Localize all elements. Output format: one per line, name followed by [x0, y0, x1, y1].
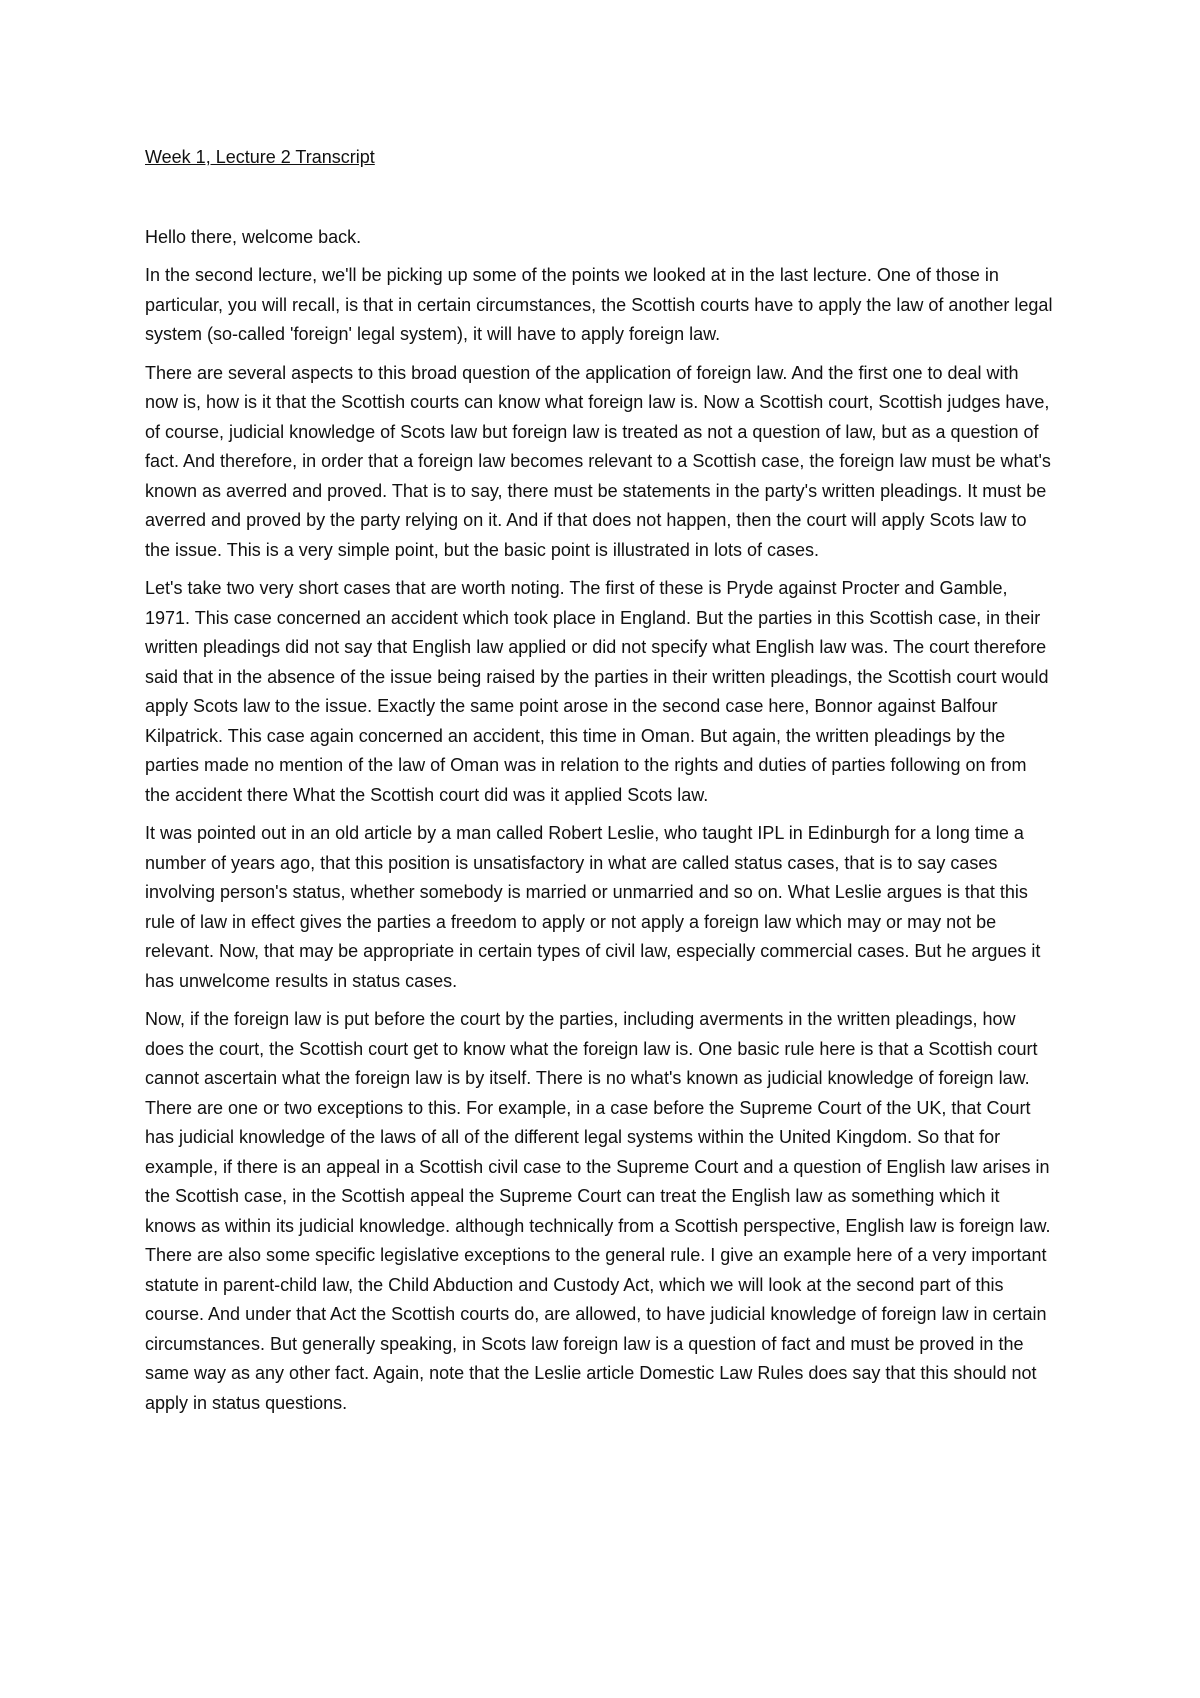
paragraph-case-examples: Let's take two very short cases that are worth noting. The first of these is Pryde against Procter and Gamble, 1971. This case concerned an accident which took place in England. But the parties in this Scottish case, in their written pleadings did not say that English law applied or did not specify what English law was. The court therefore said that in the absence of the issue being raised by the parties in their written pleadings, the Scottish court would apply Scots law to the issue. Exactly the same point arose in the second case here, Bonnor against Balfour Kilpatrick. This case again concerned an accident, this time in Oman. But again, the written pleadings by the parties made no mention of the law of Oman was in relation to the rights and duties of parties following on from the accident there What the Scottish court did was it applied Scots law.: [145, 578, 1049, 805]
document-page: [145, 143, 1055, 1427]
paragraph-judicial-knowledge: Now, if the foreign law is put before the court by the parties, including averments in the written pleadings, how does the court, the Scottish court get to know what the foreign law is. One basic rule here is that a Scottish court cannot ascertain what the foreign law is by itself. There is no what's known as judicial knowledge of foreign law. There are one or two exceptions to this. For example, in a case before the Supreme Court of the UK, that Court has judicial knowledge of the laws of all of the different legal systems within the United Kingdom. So that for example, if there is an appeal in a Scottish civil case to the Supreme Court and a question of English law arises in the Scottish case, in the Scottish appeal the Supreme Court can treat the English law as something which it knows as within its judicial knowledge. although technically from a Scottish perspective, English law is foreign law. There are also some specific legislative exceptions to the general rule. I give an example here of a very important statute in parent-child law, the Child Abduction and Custody Act, which we will look at the second part of this course. And under that Act the Scottish courts do, are allowed, to have judicial knowledge of foreign law in certain circumstances. But generally speaking, in Scots law foreign law is a question of fact and must be proved in the same way as any other fact. Again, note that the Leslie article Domestic Law Rules does say that this should not apply in status questions.: [145, 1009, 1051, 1413]
document-title: Week 1, Lecture 2 Transcript: [145, 147, 375, 167]
paragraph-averred-and-proved: There are several aspects to this broad question of the application of foreign law. And the first one to deal with now is, how is it that the Scottish courts can know what foreign law is. Now a Scottish court, Scottish judges have, of course, judicial knowledge of Scots law but foreign law is treated as not a question of law, but as a question of fact. And therefore, in order that a foreign law becomes relevant to a Scottish case, the foreign law must be what's known as averred and proved. That is to say, there must be statements in the party's written pleadings. It must be averred and proved by the party relying on it. And if that does not happen, then the court will apply Scots law to the issue. This is a very simple point, but the basic point is illustrated in lots of cases.: [145, 362, 1051, 560]
paragraph-leslie-article: It was pointed out in an old article by a man called Robert Leslie, who taught IPL in Edinburgh for a long time a number of years ago, that this position is unsatisfactory in what are called status cases, that is to say cases involving person's status, whether somebody is married or unmarried and so on. What Leslie argues is that this rule of law in effect gives the parties a freedom to apply or not apply a foreign law which may or may not be relevant. Now, that may be appropriate in certain types of civil law, especially commercial cases. But he argues it has unwelcome results in status cases.: [145, 823, 1041, 991]
paragraph-introduction: In the second lecture, we'll be picking up some of the points we looked at in the last lecture. One of those in particular, you will recall, is that in certain circumstances, the Scottish courts have to apply the law of another legal system (so-called 'foreign' legal system), it will have to apply foreign law.: [145, 265, 1053, 344]
paragraph-greeting: Hello there, welcome back.: [145, 226, 362, 247]
